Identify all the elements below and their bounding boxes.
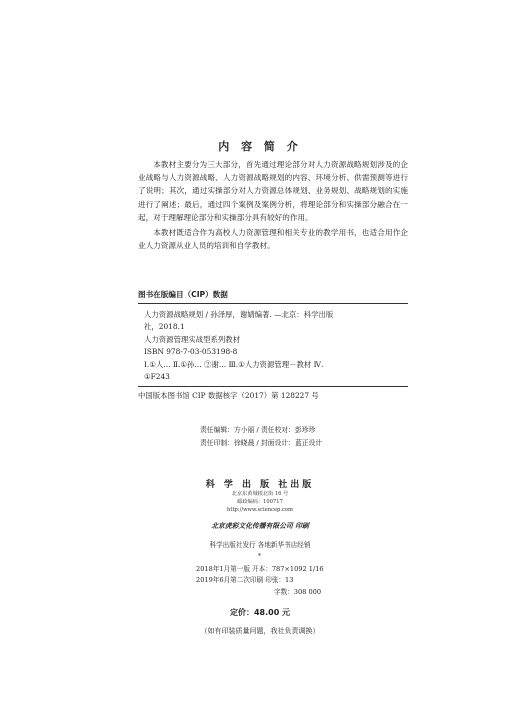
price: 定价：48.00 元	[229, 608, 291, 617]
intro-title: 内 容 简 介	[218, 140, 302, 153]
editors-block	[200, 424, 420, 450]
cip-footer: 中国版本图书馆 CIP 数据核字（2017）第 128227 号	[138, 391, 319, 401]
cip-block	[138, 289, 408, 402]
intro-text	[138, 158, 408, 254]
quality-notice: （如有印装质量问题，我社负责调换）	[200, 627, 320, 635]
cip-heading: 图书在版编目（CIP）数据	[138, 289, 408, 304]
editors-line: 责任编辑：方小丽 / 责任校对：彭珍珍	[200, 426, 316, 434]
intro-paragraph: 本教材既适合作为高校人力资源管理和相关专业的教学用书，也适合用作企业人力资源从业人员的培训和自学教材。	[138, 228, 408, 251]
edition-line: 2019年6月第二次印刷 印张：13	[196, 576, 294, 585]
edition-block	[196, 564, 396, 598]
distribution-line: 科学出版社发行 各地新华书店经销	[209, 541, 311, 549]
publisher-postcode: 邮政编码：100717	[237, 499, 283, 505]
printer-name: 北京虎彩文化传播有限公司 印刷	[211, 522, 309, 530]
editors-line: 责任印制：徐晓晨 / 封面设计：蓝正设计	[200, 439, 323, 447]
cip-line: ①F243	[144, 372, 170, 382]
publisher-address: 北京东黄城根北街 16 号	[231, 491, 289, 497]
cip-line: 人力资源管理实战型系列教材	[144, 334, 241, 344]
publisher-block	[0, 477, 520, 549]
cip-body	[138, 304, 408, 387]
publisher-name: 科 学 出 版 社出版	[205, 480, 315, 490]
edition-line: 字数：308 000	[274, 587, 322, 596]
separator-mark: *	[258, 553, 261, 560]
publisher-website: http://www.sciencep.com	[227, 507, 293, 513]
cip-line: ISBN 978-7-03-053198-8	[144, 347, 238, 357]
intro-paragraph: 本教材主要分为三大部分，首先通过理论部分对人力资源战略规划涉及的企业战略与人力资源战略、人力资源战略规划的内容、环境分析、供需预测等进行了说明；其次，通过实操部分对人力资源总体规划、业务规划、战略规划的实施进行了阐述；最后，通过四个案例及案例分析，将理论部分和实操部分融合在一起，对于理解理论部分和实操部分具有较好的作用。	[138, 160, 408, 222]
cip-line: Ⅰ.①人… Ⅱ.①孙… ②谢… Ⅲ.①人力资源管理－教材 Ⅳ.	[144, 359, 324, 369]
cip-line: 人力资源战略规划 / 孙泽厚，谢婧编著. —北京：科学出版	[144, 310, 334, 319]
edition-line: 2018年1月第一版 开本：787×1092 1/16	[196, 565, 324, 573]
cip-line: 社，2018.1	[144, 322, 185, 332]
